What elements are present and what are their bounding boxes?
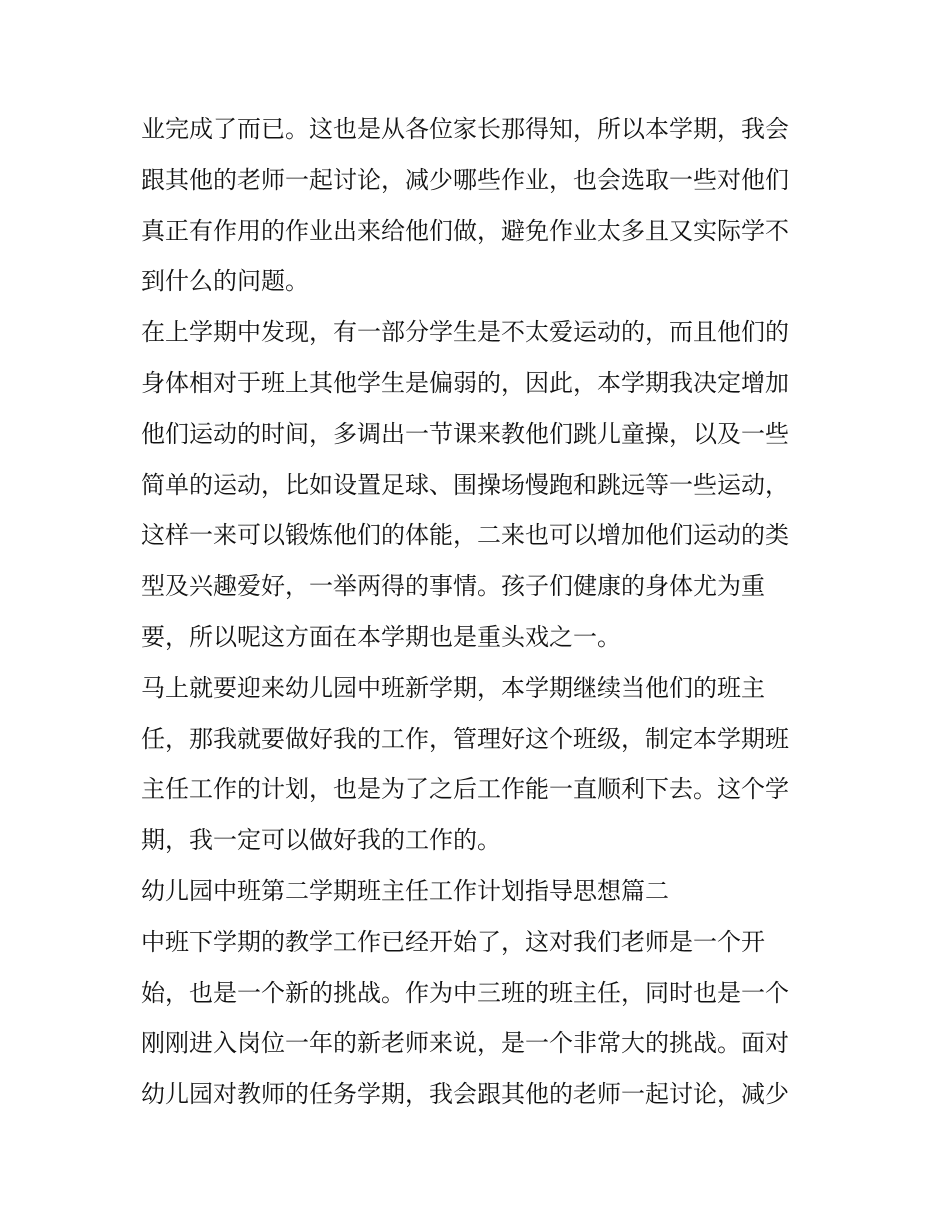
text-line: 马上就要迎来幼儿园中班新学期，本学期继续当他们的班主 — [141, 673, 765, 702]
text-line: 期，我一定可以做好我的工作的。 — [141, 826, 501, 855]
text-line: 在上学期中发现，有一部分学生是不太爱运动的，而且他们的 — [141, 318, 789, 347]
text-line: 到什么的问题。 — [141, 267, 309, 296]
text-line: 这样一来可以锻炼他们的体能，二来也可以增加他们运动的类 — [141, 521, 789, 550]
text-line: 要，所以呢这方面在本学期也是重头戏之一。 — [141, 622, 621, 651]
text-line: 中班下学期的教学工作已经开始了，这对我们老师是一个开 — [141, 927, 765, 956]
text-line: 始，也是一个新的挑战。作为中三班的班主任，同时也是一个 — [141, 978, 789, 1007]
text-line: 任，那我就要做好我的工作，管理好这个班级，制定本学期班 — [141, 724, 789, 753]
text-line: 跟其他的老师一起讨论，减少哪些作业，也会选取一些对他们 — [141, 165, 789, 194]
text-line: 主任工作的计划，也是为了之后工作能一直顺利下去。这个学 — [141, 775, 789, 804]
text-line: 型及兴趣爱好，一举两得的事情。孩子们健康的身体尤为重 — [141, 572, 765, 601]
body-text — [141, 104, 821, 1120]
text-line: 简单的运动，比如设置足球、围操场慢跑和跳远等一些运动， — [141, 470, 789, 499]
text-line: 幼儿园对教师的任务学期，我会跟其他的老师一起讨论，减少 — [141, 1080, 789, 1109]
text-line: 业完成了而已。这也是从各位家长那得知，所以本学期，我会 — [141, 115, 789, 143]
text-line: 刚刚进入岗位一年的新老师来说，是一个非常大的挑战。面对 — [141, 1029, 789, 1058]
text-line: 他们运动的时间，多调出一节课来教他们跳儿童操，以及一些 — [141, 419, 789, 448]
text-line: 身体相对于班上其他学生是偏弱的，因此，本学期我决定增加 — [141, 368, 789, 397]
section-heading: 幼儿园中班第二学期班主任工作计划指导思想篇二 — [141, 876, 669, 905]
text-line: 真正有作用的作业出来给他们做，避免作业太多且又实际学不 — [141, 216, 789, 245]
